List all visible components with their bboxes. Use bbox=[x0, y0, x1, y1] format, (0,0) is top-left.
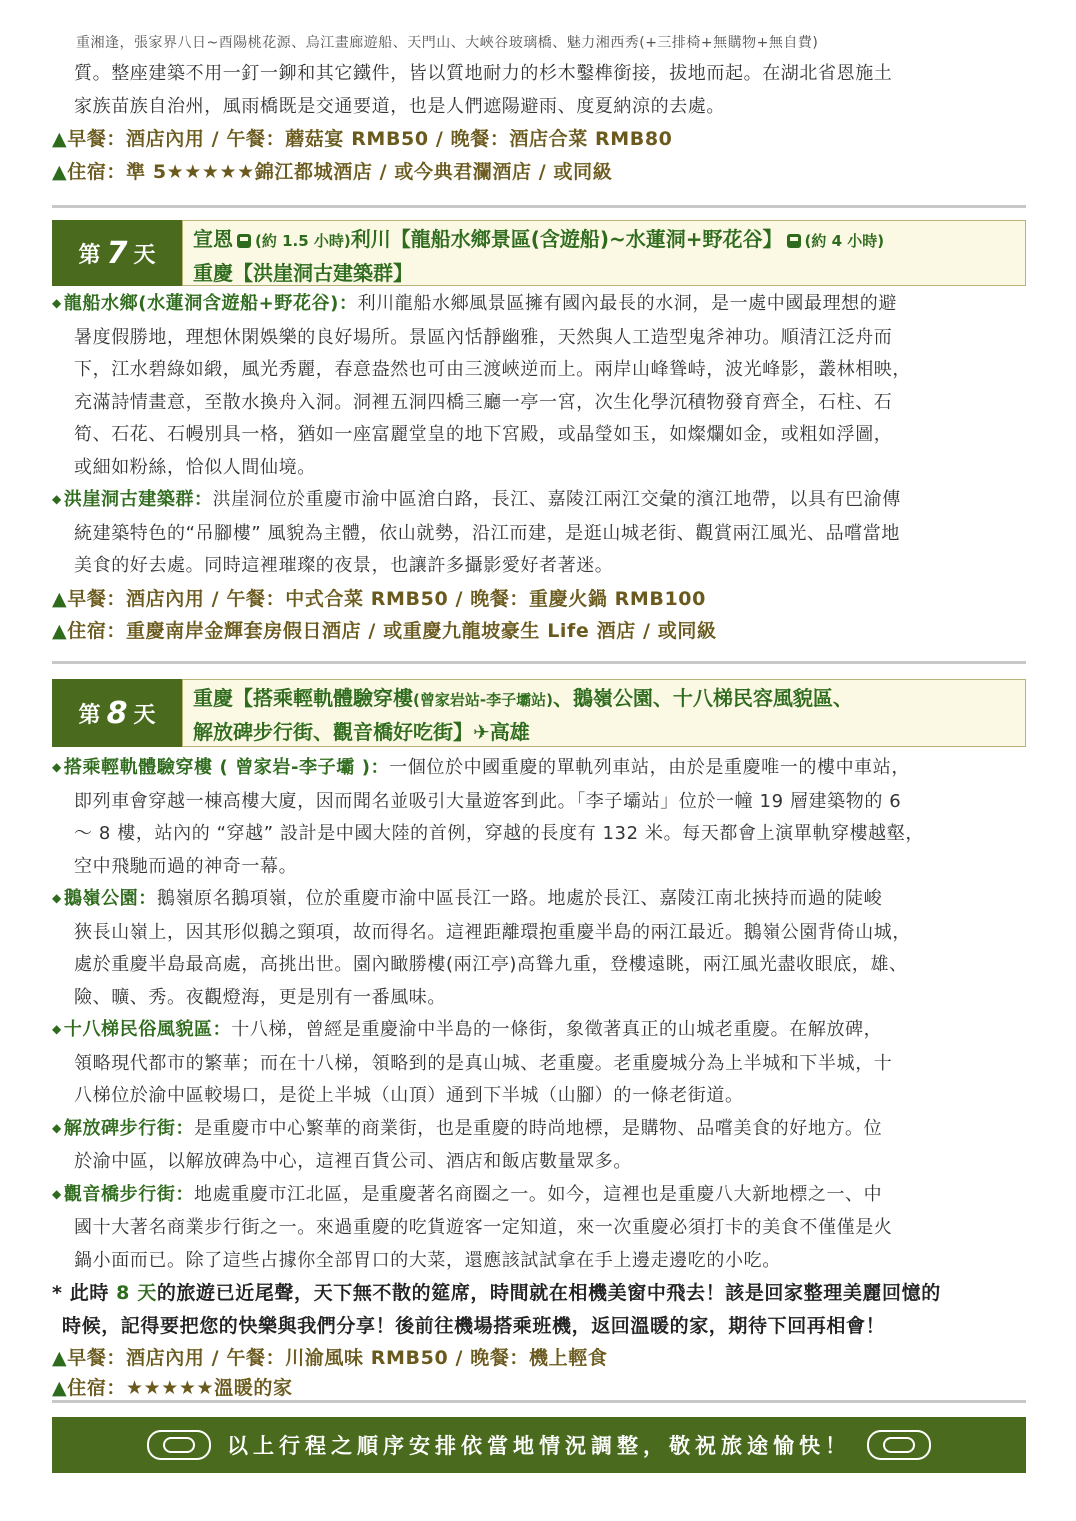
triangle-icon: ▲ bbox=[52, 1347, 68, 1369]
closing-note: 時候，記得要把您的快樂與我們分享！後前往機場搭乘班機，返回溫暖的家，期待下回再相會！ bbox=[62, 1314, 886, 1337]
cloud-icon bbox=[867, 1430, 931, 1460]
attraction-item: ◆ 解放碑步行街：是重慶市中心繁華的商業街，也是重慶的時尚地標，是購物、品嚐美食的好地方。位 於渝中區，以解放碑為中心，這裡百貨公司、酒店和飯店數量眾多。 bbox=[52, 1117, 883, 1172]
diamond-icon: ◆ bbox=[52, 1120, 62, 1135]
triangle-icon: ▲ bbox=[52, 1376, 68, 1399]
day8-banner bbox=[52, 679, 1026, 747]
bus-icon bbox=[787, 234, 801, 248]
day7-banner bbox=[52, 220, 1026, 286]
intro-section bbox=[52, 58, 1026, 188]
attraction-item: ◆ 搭乘輕軌體驗穿樓 ( 曾家岩-李子壩 )：一個位於中國重慶的單軌列車站，由於是重慶唯一的樓中車站， 即列車會穿越一棟高樓大廈，因而聞名並吸引大量遊客到此。「李子壩站」位於一幢 19 層建築物的 6 ～ 8 樓，站內的 “穿越” 設計是中國大陸的首例，穿越的長度有 132 米。每天都會上演單軌穿樓越壑， 空中飛馳而過的神奇一幕。 bbox=[52, 757, 924, 877]
diamond-icon: ◆ bbox=[52, 1186, 62, 1201]
stay-line: ▲住宿：準 5★★★★★錦江都城酒店 / 或今典君瀾酒店 / 或同級 bbox=[52, 160, 613, 183]
meal-line: ▲早餐：酒店內用 / 午餐：蘑菇宴 RMB50 / 晚餐：酒店合菜 RMB80 bbox=[52, 128, 673, 150]
diamond-icon: ◆ bbox=[52, 492, 62, 506]
intro-line: 質。整座建築不用一釘一鉚和其它鐵件，皆以質地耐力的杉木鑿榫銜接，拔地而起。在湖北省恩施土 bbox=[74, 63, 893, 84]
divider bbox=[52, 661, 1026, 664]
airplane-icon: ✈ bbox=[473, 720, 490, 744]
attraction-item: ◆ 觀音橋步行街：地處重慶市江北區，是重慶著名商圈之一。如今，這裡也是重慶八大新地標之一、中 國十大著名商業步行街之一。來過重慶的吃貨遊客一定知道，來一次重慶必須打卡的美食不僅僅是火 鍋小面而已。除了這些占據你全部胃口的大菜，還應該試試拿在手上邊走邊吃的小吃。 bbox=[52, 1183, 893, 1271]
footer-banner bbox=[52, 1417, 1026, 1473]
divider bbox=[52, 205, 1026, 208]
stay-line: ▲住宿：重慶南岸金輝套房假日酒店 / 或重慶九龍坡豪生 Life 酒店 / 或同級 bbox=[52, 620, 717, 642]
stay-line: ▲住宿：★★★★★溫暖的家 bbox=[52, 1376, 293, 1399]
attraction-item: ◆ 洪崖洞古建築群：洪崖洞位於重慶市渝中區滄白路，長江、嘉陵江兩江交彙的濱江地帶，以具有巴渝傳 統建築特色的“吊腳樓” 風貌為主體，依山就勢，沿江而建，是逛山城老街、觀賞兩江風光、品嚐當地 美食的好去處。同時這裡璀璨的夜景，也讓許多攝影愛好者著迷。 bbox=[52, 489, 901, 576]
intro-line: 家族苗族自治州，風雨橋既是交通要道，也是人們遮陽避雨、度夏納涼的去處。 bbox=[74, 95, 725, 117]
diamond-icon: ◆ bbox=[52, 760, 62, 774]
divider bbox=[52, 1400, 1026, 1403]
attraction-item: ◆ 龍船水鄉(水蓮洞含遊船+野花谷)：利川龍船水鄉風景區擁有國內最長的水洞，是一處中國最理想的避 暑度假勝地，理想休閑娛樂的良好場所。景區內恬靜幽雅，天然與人工造型鬼斧神功。順清江泛舟而 下，江水碧綠如緞，風光秀麗，春意盎然也可由三渡峽逆而上。兩岸山峰聳峙，波光峰影，叢林相映， 充滿詩情畫意，至散水換舟入洞。洞裡五洞四橋三廳一亭一宮，次生化學沉積物發育齊全，石柱、石 筍、石花、石幔別具一格，猶如一座富麗堂皇的地下宮殿，或晶瑩如玉，如燦爛如金，或粗如浮圖， 或細如粉絲，恰似人間仙境。 bbox=[52, 293, 911, 478]
day8-label: 第 8 天 bbox=[52, 679, 182, 747]
bus-icon bbox=[237, 234, 251, 248]
diamond-icon: ◆ bbox=[52, 296, 62, 310]
triangle-icon: ▲ bbox=[52, 587, 68, 610]
triangle-icon: ▲ bbox=[52, 128, 68, 150]
day8-content bbox=[52, 752, 1026, 1401]
day8-route: 重慶【搭乘輕軌體驗穿樓(曾家岩站-李子壩站)、鵝嶺公園、十八梯民容風貌區、 解放碑步行街、觀音橋好吃街】✈高雄 bbox=[182, 679, 1026, 747]
day7-content bbox=[52, 288, 1026, 648]
page-header: 重湘逢，張家界八日~酉陽桃花源、烏江畫廊遊船、天門山、大峽谷玻璃橋、魅力湘西秀(+三排椅+無購物+無自費) bbox=[76, 35, 819, 51]
footer-text: 以上行程之順序安排依當地情況調整，敬祝旅途愉快！ bbox=[227, 1434, 851, 1458]
attraction-item: ◆ 鵝嶺公園：鵝嶺原名鵝項嶺，位於重慶市渝中區長江一路。地處於長江、嘉陵江南北挾持而過的陡峻 狹長山嶺上，因其形似鵝之頸項，故而得名。這裡距離環抱重慶半島的兩江最近。鵝嶺公園背倚山城， 處於重慶半島最高處，高挑出世。園內瞰勝樓(兩江亭)高聳九重，登樓遠眺，兩江風光盡收眼底，雄、 險、曠、秀。夜觀燈海，更是別有一番風味。 bbox=[52, 888, 911, 1008]
meal-line: ▲早餐：酒店內用 / 午餐：中式合菜 RMB50 / 晚餐：重慶火鍋 RMB100 bbox=[52, 587, 706, 610]
diamond-icon: ◆ bbox=[52, 891, 62, 905]
triangle-icon: ▲ bbox=[52, 160, 68, 183]
cloud-icon bbox=[147, 1430, 211, 1460]
meal-line: ▲早餐：酒店內用 / 午餐：川渝風味 RMB50 / 晚餐：機上輕食 bbox=[52, 1347, 608, 1369]
triangle-icon: ▲ bbox=[52, 620, 68, 642]
attraction-item: ◆ 十八梯民俗風貌區：十八梯，曾經是重慶渝中半島的一條街，象徵著真正的山城老重慶。在解放碑， 領略現代都市的繁華；而在十八梯，領略到的是真山城、老重慶。老重慶城分為上半城和下半城，十 八梯位於渝中區較場口，是從上半城（山頂）通到下半城（山腳）的一條老街道。 bbox=[52, 1019, 893, 1106]
closing-note: * 此時 8 天的旅遊已近尾聲，天下無不散的筵席，時間就在相機美窗中飛去！該是回家整理美麗回憶的 bbox=[52, 1282, 941, 1304]
day7-route: 宣恩 (約 1.5 小時)利川【龍船水鄉景區(含遊船)~水蓮洞+野花谷】 (約 4 小時) 重慶【洪崖洞古建築群】 bbox=[182, 220, 1026, 286]
day7-label: 第 7 天 bbox=[52, 220, 182, 286]
diamond-icon: ◆ bbox=[52, 1022, 62, 1036]
